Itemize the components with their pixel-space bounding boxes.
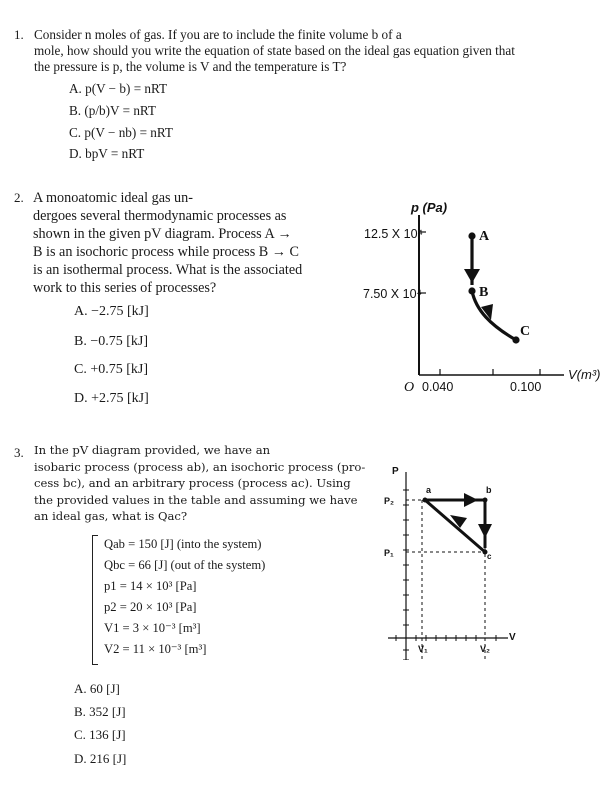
arrow-a-to-b	[464, 269, 480, 283]
question-stem-line: B is an isochoric process while process B → C	[33, 244, 299, 260]
question-stem-line: mole, how should you write the equation of state based on the ideal gas equation given that	[34, 43, 515, 58]
question-stem-line: work to this series of processes?	[33, 280, 217, 296]
question-stem-line: A monoatomic ideal gas un-	[33, 190, 193, 206]
arrow-a-to-b	[464, 493, 478, 507]
question-stem-line: cess bc), and an arbitrary process (process ac). Using	[34, 476, 351, 490]
point-b-label: b	[486, 485, 492, 495]
question-stem-line: Consider n moles of gas. If you are to include the finite volume b of a	[34, 27, 402, 42]
point-b-label: B	[479, 285, 489, 300]
point-c	[512, 336, 519, 343]
answer-option-a[interactable]: A. p(V − b) = nRT	[69, 81, 168, 96]
origin-label: O	[404, 380, 415, 395]
pv-diagram-q2	[350, 195, 612, 400]
question-number: 3.	[14, 445, 24, 460]
answer-option-b[interactable]: B. −0.75 [kJ]	[74, 334, 149, 349]
question-stem-line: an ideal gas, what is Qac?	[34, 509, 188, 523]
point-a	[468, 232, 475, 239]
question-stem-line: is an isothermal process. What is the associated	[33, 262, 303, 278]
point-b	[483, 498, 488, 503]
pv-diagram-q3	[370, 460, 530, 660]
point-c-label: C	[520, 324, 531, 339]
answer-option-c[interactable]: C. 136 [J]	[74, 727, 126, 742]
given-value: Qbc = 66 [J] (out of the system)	[104, 558, 266, 572]
answer-option-d[interactable]: D. +2.75 [kJ]	[74, 391, 149, 406]
given-value: V1 = 3 × 10⁻³ [m³]	[104, 621, 201, 635]
v1-label: V₁	[418, 644, 428, 654]
answer-option-b[interactable]: B. (p/b)V = nRT	[69, 103, 156, 118]
p1-label: P₁	[384, 548, 394, 558]
question-stem-line: In the pV diagram provided, we have an	[34, 443, 271, 457]
question-number: 2.	[14, 190, 24, 205]
point-b	[468, 287, 475, 294]
point-a	[423, 498, 428, 503]
answer-option-d[interactable]: D. 216 [J]	[74, 751, 127, 766]
given-value: Qab = 150 [J] (into the system)	[104, 537, 262, 551]
y-tick-high-label: 12.5 X 10⁴	[364, 227, 423, 241]
y-tick-low-label: 7.50 X 10⁴	[363, 287, 422, 301]
arrow-a-to-c	[450, 515, 467, 528]
question-stem-line: the pressure is p, the volume is V and the temperature is T?	[34, 59, 347, 74]
question-stem-line: the provided values in the table and assuming we have	[34, 492, 358, 507]
given-value: p2 = 20 × 10³ [Pa]	[104, 600, 197, 614]
y-axis-label: p (Pa)	[411, 200, 448, 215]
answer-option-c[interactable]: C. p(V − nb) = nRT	[69, 125, 173, 140]
process-a-to-c	[425, 500, 485, 552]
question-stem-line: isobaric process (process ab), an isochoric process (pro-	[34, 459, 366, 474]
answer-option-b[interactable]: B. 352 [J]	[74, 704, 126, 719]
x-tick-1-label: 0.040	[422, 380, 454, 394]
given-value: V2 = 11 × 10⁻³ [m³]	[104, 642, 207, 656]
v2-label: V₂	[480, 644, 491, 654]
x-tick-2-label: 0.100	[510, 380, 542, 394]
v-axis-label: V	[509, 632, 516, 643]
x-axis-label: V(m³)	[568, 367, 601, 382]
point-a-label: A	[479, 229, 490, 244]
arrow-b-to-c	[478, 524, 492, 538]
answer-option-c[interactable]: C. +0.75 [kJ]	[74, 362, 149, 377]
answer-option-d[interactable]: D. bpV = nRT	[69, 146, 145, 161]
left-bracket	[92, 535, 98, 665]
question-number: 1.	[14, 27, 24, 42]
given-value: p1 = 14 × 10³ [Pa]	[104, 579, 197, 593]
answer-option-a[interactable]: A. 60 [J]	[74, 681, 120, 696]
p2-label: P₂	[384, 496, 395, 506]
p-axis-label: P	[392, 466, 399, 477]
answer-option-a[interactable]: A. −2.75 [kJ]	[74, 304, 149, 319]
question-stem-line: shown in the given pV diagram. Process A →	[33, 226, 292, 242]
point-c-label: c	[487, 552, 492, 561]
question-stem-line: dergoes several thermodynamic processes as	[33, 208, 287, 224]
point-a-label: a	[426, 485, 432, 495]
